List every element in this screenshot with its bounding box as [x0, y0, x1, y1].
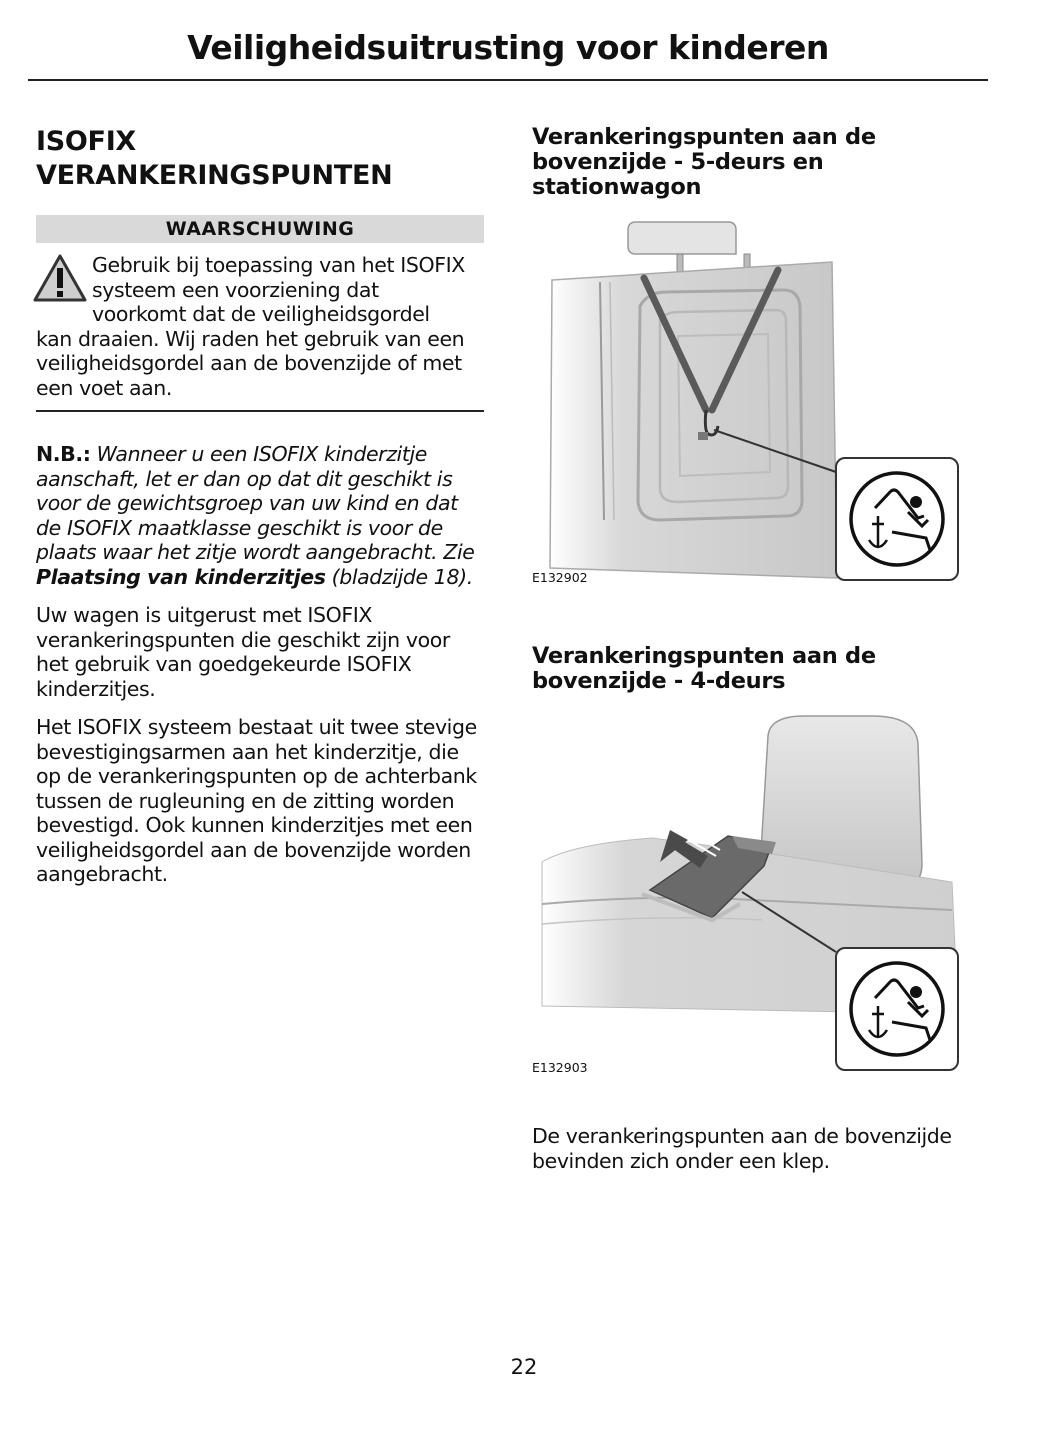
- left-column: [36, 125, 484, 887]
- note-reference-link[interactable]: Plaatsing van kinderzitjes: [36, 564, 326, 589]
- isofix-anchor-icon-2: [851, 963, 943, 1055]
- note-label: N.B.:: [36, 442, 91, 466]
- warning-text-rest: kan draaien. Wij raden het gebruik van een veiligheidsgordel aan de bovenzijde of met een voet aan.: [36, 326, 465, 400]
- heading-5-door: [532, 125, 962, 200]
- heading-4-door: [532, 644, 962, 694]
- note-text-after: (bladzijde 18).: [325, 564, 473, 589]
- figure-code-e132903: E132903: [532, 1060, 588, 1075]
- page-header-title: Veiligheidsuitrusting voor kinderen: [187, 28, 829, 67]
- heading-5-door-line1: Verankeringspunten aan de: [532, 124, 876, 150]
- parcel-shelf-illustration: [532, 714, 962, 1110]
- warning-body: [36, 243, 484, 400]
- heading-5-door-line2: bovenzijde - 5-deurs en: [532, 149, 824, 175]
- section-title: [36, 125, 484, 193]
- paragraph-isofix-system: Het ISOFIX systeem bestaat uit twee stevige bevestigingsarmen aan het kinderzitje, die op de verankeringspunten op de achterbank tussen de rugleuning en de zitting worden bevestigd. Ook kunnen kinderzitjes met een veiligheidsgordel aan de bovenzijde worden aangebracht.: [36, 715, 477, 886]
- note-text: Wanneer u een ISOFIX kinderzitje aanschaft, let er dan op dat dit geschikt is voor de gewichtsgroep van uw kind en dat de ISOFIX maatklasse geschikt is voor de plaats waar het zitje wordt aangebracht. Zie: [36, 442, 475, 564]
- heading-5-door-line3: stationwagon: [532, 174, 702, 200]
- figure-code-e132902: E132902: [532, 570, 588, 585]
- heading-4-door-line1: Verankeringspunten aan de: [532, 643, 876, 669]
- section-title-line2: VERANKERINGSPUNTEN: [36, 160, 393, 191]
- header-divider: [28, 79, 988, 81]
- figure-caption: De verankeringspunten aan de bovenzijde bevinden zich onder een klep.: [532, 1124, 952, 1173]
- warning-triangle-icon: [32, 253, 88, 303]
- paragraph-isofix-equipped: Uw wagen is uitgerust met ISOFIX verankeringspunten die geschikt zijn voor het gebruik van goedgekeurde ISOFIX kinderzitjes.: [36, 603, 450, 701]
- figure-5-door: [532, 220, 962, 618]
- right-column: [532, 125, 962, 1173]
- warning-line1: Gebruik bij toepassing van het ISOFIX: [92, 253, 465, 277]
- warning-box: [36, 215, 484, 412]
- warning-heading: WAARSCHUWING: [36, 215, 484, 243]
- section-title-line1: ISOFIX: [36, 126, 136, 157]
- figure-4-door: [532, 714, 962, 1110]
- warning-bottom-rule: [36, 410, 484, 412]
- warning-line3: voorkomt dat de veiligheidsgordel: [92, 302, 430, 326]
- seat-anchor-illustration: [532, 220, 962, 618]
- page-number: 22: [510, 1355, 538, 1379]
- heading-4-door-line2: bovenzijde - 4-deurs: [532, 668, 786, 694]
- note-paragraph: [36, 442, 484, 589]
- isofix-anchor-icon: [851, 473, 943, 565]
- warning-line2: systeem een voorziening dat: [92, 277, 379, 302]
